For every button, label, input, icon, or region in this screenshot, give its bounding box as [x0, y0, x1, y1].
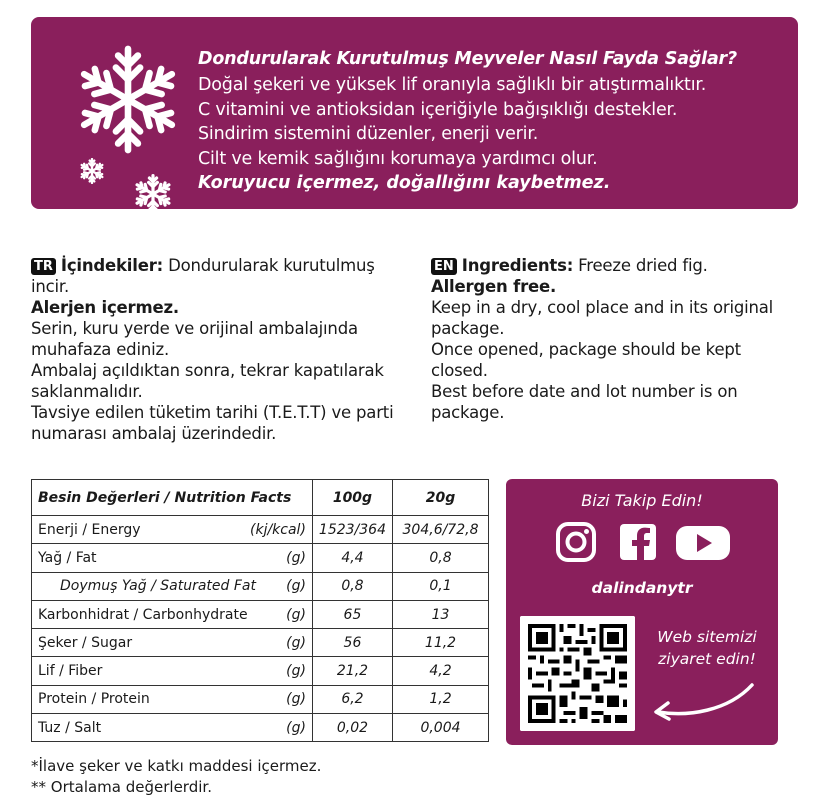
table-row	[32, 600, 489, 628]
tr-ingredients	[31, 255, 401, 297]
row-value-100g: 6,2	[312, 685, 392, 713]
website-prompt-line: ziyaret edin!	[658, 650, 756, 668]
table-row	[32, 516, 489, 544]
footnote: *İlave şeker ve katkı maddesi içermez.	[31, 757, 322, 775]
arrow-left-icon	[648, 681, 758, 725]
row-value-20g: 4,2	[393, 657, 489, 685]
table-row	[32, 629, 489, 657]
row-label: Protein / Protein	[38, 691, 150, 708]
row-label: Karbonhidrat / Carbonhydrate	[38, 606, 248, 623]
row-label: Şeker / Sugar	[38, 634, 133, 651]
col-100g-header: 100g	[312, 480, 392, 516]
tr-storage: Serin, kuru yerde ve orijinal ambalajında muhafaza ediniz.	[31, 319, 358, 359]
table-row	[32, 685, 489, 713]
instagram-icon[interactable]	[558, 524, 594, 560]
row-label: Doymuş Yağ / Saturated Fat	[60, 578, 256, 595]
benefit-line: C vitamini ve antioksidan içeriğiyle bağışıklığı destekler.	[198, 99, 678, 120]
row-value-100g: 65	[312, 600, 392, 628]
snowflake-small-icon	[79, 158, 105, 184]
benefits-banner	[31, 17, 798, 209]
tr-opened: Ambalaj açıldıktan sonra, tekrar kapatılarak saklanmalıdır.	[31, 361, 384, 401]
row-value-100g: 1523/364	[312, 516, 392, 544]
row-unit: (g)	[286, 549, 306, 566]
snowflake-small-icon	[133, 174, 173, 214]
snowflake-icon	[73, 42, 183, 157]
table-row	[32, 544, 489, 572]
facebook-icon[interactable]	[620, 524, 656, 560]
row-unit: (g)	[286, 663, 306, 680]
social-icons	[554, 519, 734, 567]
english-info	[431, 255, 801, 423]
en-storage: Keep in a dry, cool place and in its original package.	[431, 298, 774, 338]
en-badge: EN	[431, 258, 457, 275]
row-unit: (kj/kcal)	[250, 521, 306, 538]
row-value-20g: 13	[393, 600, 489, 628]
qr-code[interactable]	[520, 616, 635, 731]
tr-best-before: Tavsiye edilen tüketim tarihi (T.E.T.T) ve parti numarası ambalaj üzerindedir.	[31, 403, 394, 443]
col-20g-header: 20g	[393, 480, 489, 516]
row-value-20g: 304,6/72,8	[393, 516, 489, 544]
youtube-icon[interactable]	[676, 526, 730, 560]
row-value-20g: 0,004	[393, 714, 489, 742]
en-ingredients-text: Freeze dried fig.	[573, 256, 708, 275]
benefit-line: Cilt ve kemik sağlığını korumaya yardımcı olur.	[198, 148, 598, 169]
benefit-bold-line: Koruyucu içermez, doğallığını kaybetmez.	[198, 173, 611, 193]
row-label: Lif / Fiber	[38, 663, 103, 680]
row-label: Yağ / Fat	[38, 549, 97, 566]
follow-title: Bizi Takip Edin!	[581, 491, 703, 510]
table-row	[32, 572, 489, 600]
footnote: ** Ortalama değerlerdir.	[31, 778, 212, 796]
social-handle[interactable]: dalindanytr	[591, 579, 693, 597]
footnotes	[31, 756, 321, 798]
en-ingredients	[431, 255, 801, 276]
table-row	[32, 714, 489, 742]
row-value-100g: 0,02	[312, 714, 392, 742]
banner-title: Dondurularak Kurutulmuş Meyveler Nasıl Fayda Sağlar?	[198, 49, 737, 69]
website-prompt	[642, 626, 772, 670]
en-opened: Once opened, package should be kept closed.	[431, 340, 741, 380]
social-box	[506, 479, 778, 745]
row-unit: (g)	[286, 606, 306, 623]
row-value-20g: 11,2	[393, 629, 489, 657]
benefit-line: Sindirim sistemini düzenler, enerji verir.	[198, 124, 539, 144]
row-value-20g: 1,2	[393, 685, 489, 713]
banner-text	[198, 45, 818, 196]
tr-ingredients-label: İçindekiler:	[60, 256, 164, 275]
benefit-line: Doğal şekeri ve yüksek lif oranıyla sağlıklı bir atıştırmalıktır.	[198, 75, 707, 95]
table-row	[32, 657, 489, 685]
tr-ingredients-text: Dondurularak kurutulmuş incir.	[31, 256, 375, 296]
row-label: Enerji / Energy	[38, 521, 141, 538]
row-unit: (g)	[286, 719, 306, 736]
row-label: Tuz / Salt	[38, 719, 102, 736]
row-value-100g: 0,8	[312, 572, 392, 600]
row-value-100g: 21,2	[312, 657, 392, 685]
en-best-before: Best before date and lot number is on package.	[431, 382, 738, 422]
row-value-100g: 4,4	[312, 544, 392, 572]
row-value-20g: 0,8	[393, 544, 489, 572]
nutrition-table	[31, 479, 489, 742]
website-prompt-line: Web sitemizi	[657, 628, 757, 646]
table-header: Besin Değerleri / Nutrition Facts	[32, 480, 313, 516]
turkish-info	[31, 255, 401, 444]
en-allergen: Allergen free.	[431, 277, 557, 296]
table-header-row	[32, 480, 489, 516]
tr-allergen: Alerjen içermez.	[31, 298, 179, 317]
tr-badge: TR	[31, 258, 56, 275]
row-value-100g: 56	[312, 629, 392, 657]
row-unit: (g)	[286, 691, 306, 708]
row-value-20g: 0,1	[393, 572, 489, 600]
row-unit: (g)	[286, 578, 306, 595]
en-ingredients-label: Ingredients:	[461, 256, 574, 275]
row-unit: (g)	[286, 634, 306, 651]
